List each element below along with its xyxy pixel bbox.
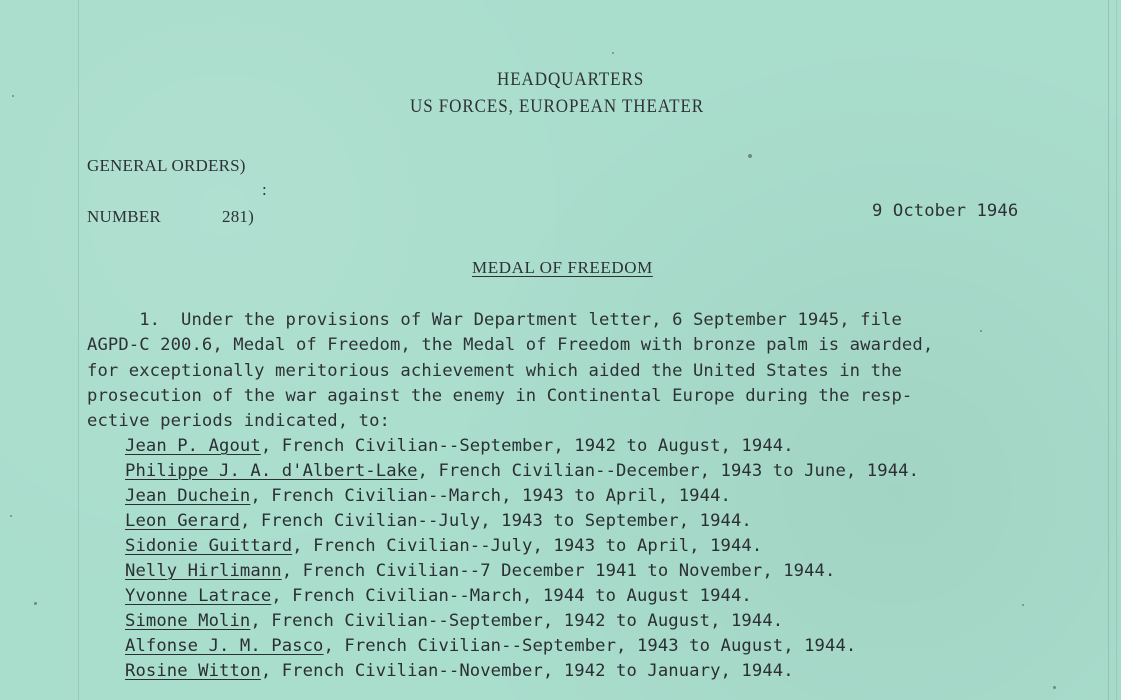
awardee-row <box>125 661 794 681</box>
awardee-detail: , French Civilian--September, 1942 to August, 1944. <box>250 611 784 631</box>
awardee-row <box>125 611 783 631</box>
awardee-row <box>125 586 752 606</box>
paragraph-line-2: AGPD-C 200.6, Medal of Freedom, the Medal of Freedom with bronze palm is awarded, <box>87 335 934 355</box>
awardee-name: Alfonse J. M. Pasco <box>125 636 324 656</box>
awardee-name: Sidonie Guittard <box>125 536 293 556</box>
scan-speck <box>1053 686 1056 689</box>
awardee-name: Yvonne Latrace <box>125 586 272 606</box>
right-margin-line <box>1108 0 1109 700</box>
awardee-detail: , French Civilian--March, 1943 to April, 1944. <box>250 486 731 506</box>
awardee-row <box>125 536 762 556</box>
awardee-detail: , French Civilian--September, 1943 to August, 1944. <box>323 636 857 656</box>
number-label: NUMBER <box>87 207 161 226</box>
scan-speck <box>1022 604 1024 606</box>
awardee-name: Leon Gerard <box>125 511 240 531</box>
header-line-2: US FORCES, EUROPEAN THEATER <box>410 97 705 117</box>
paragraph-line-3: for exceptionally meritorious achievement which aided the United States in the <box>87 361 902 381</box>
scan-speck <box>748 154 752 158</box>
awardee-detail: , French Civilian--November, 1942 to January, 1944. <box>260 661 794 681</box>
scan-speck <box>10 515 12 517</box>
orders-colon: : <box>262 180 267 199</box>
general-orders-label: GENERAL ORDERS) <box>87 156 246 175</box>
number-value: 281) <box>222 207 254 226</box>
awardee-row <box>125 511 752 531</box>
left-margin-line <box>78 0 79 700</box>
awardee-detail: , French Civilian--July, 1943 to April, 1944. <box>292 536 763 556</box>
awardee-detail: , French Civilian--March, 1944 to August 1944. <box>271 586 752 606</box>
awardee-row <box>125 636 856 656</box>
awardee-name: Nelly Hirlimann <box>125 561 282 581</box>
awardee-name: Philippe J. A. d'Albert-Lake <box>125 461 418 481</box>
header-line-1: HEADQUARTERS <box>497 70 645 90</box>
paragraph-line-4: prosecution of the war against the enemy in Continental Europe during the resp- <box>87 386 913 406</box>
document-title: MEDAL OF FREEDOM <box>472 258 653 277</box>
paragraph-line-1: 1. Under the provisions of War Department letter, 6 September 1945, file <box>87 310 902 330</box>
order-date: 9 October 1946 <box>872 201 1019 221</box>
awardee-name: Rosine Witton <box>125 661 261 681</box>
right-edge-line <box>1116 0 1117 700</box>
scan-speck <box>34 602 37 605</box>
awardee-name: Jean Duchein <box>125 486 251 506</box>
awardee-row <box>125 486 731 506</box>
scan-speck <box>980 330 982 332</box>
awardee-detail: , French Civilian--7 December 1941 to November, 1944. <box>281 561 836 581</box>
awardee-name: Simone Molin <box>125 611 251 631</box>
awardee-detail: , French Civilian--September, 1942 to August, 1944. <box>260 436 794 456</box>
awardee-row <box>125 436 794 456</box>
awardee-detail: , French Civilian--July, 1943 to September, 1944. <box>239 511 752 531</box>
awardee-detail: , French Civilian--December, 1943 to June, 1944. <box>417 461 920 481</box>
scan-speck <box>612 52 614 54</box>
paragraph-line-5: ective periods indicated, to: <box>87 411 390 431</box>
awardee-row <box>125 561 835 581</box>
awardee-row <box>125 461 919 481</box>
awardee-name: Jean P. Agout <box>125 436 261 456</box>
scan-speck <box>12 95 14 97</box>
